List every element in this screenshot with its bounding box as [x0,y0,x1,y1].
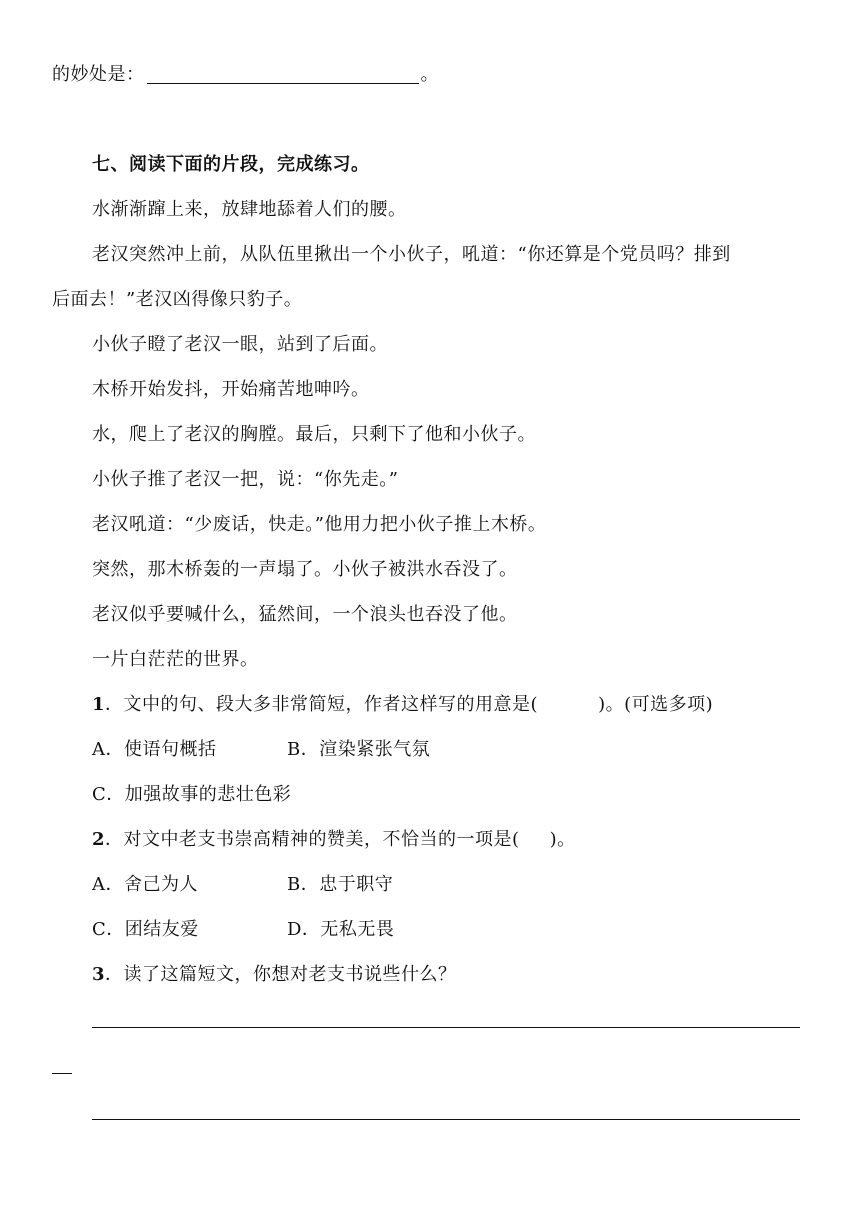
answer-blank[interactable] [147,65,419,84]
passage-paragraph-continuation: 后面去！”老汉凶得像只豹子。 [52,289,303,310]
question-number: 1 [92,694,106,715]
question-3 [92,963,457,987]
option-b[interactable]: B．忠于职守 [287,874,394,895]
passage-paragraph: 小伙子瞪了老汉一眼，站到了后面。 [92,334,388,355]
answer-writing-line[interactable] [92,1027,800,1028]
passage-paragraph: 水，爬上了老汉的胸膛。最后，只剩下了他和小伙子。 [92,424,536,445]
passage-paragraph: 老汉突然冲上前，从队伍里揪出一个小伙子，吼道：“你还算是个党员吗？排到 [92,244,731,265]
question-text-tail: )。(可选多项) [598,694,714,715]
passage-paragraph: 一片白茫茫的世界。 [92,649,259,670]
option-a[interactable]: A．舍己为人 [92,874,198,895]
question-number: 3 [92,964,106,985]
top-fragment-suffix: 。 [420,64,439,85]
answer-writing-line[interactable] [92,1119,800,1120]
question-2-options-row [92,873,393,897]
passage-paragraph: 突然，那木桥轰的一声塌了。小伙子被洪水吞没了。 [92,559,518,580]
question-2-options-row [92,918,394,942]
question-text-tail: )。 [549,829,576,850]
question-text: ．读了这篇短文，你想对老支书说些什么？ [105,964,457,985]
option-a[interactable]: A．使语句概括 [92,739,217,760]
question-text: ．对文中老支书崇高精神的赞美，不恰当的一项是( [105,829,520,850]
section-heading: 七、阅读下面的片段，完成练习。 [92,154,370,175]
question-1-options-row [92,783,291,807]
passage-paragraph: 老汉吼道：“少废话，快走。”他用力把小伙子推上木桥。 [92,514,547,535]
question-text: ．文中的句、段大多非常简短，作者这样写的用意是( [105,694,539,715]
question-2 [92,828,576,852]
option-c[interactable]: C．团结友爱 [92,919,199,940]
passage-paragraph: 小伙子推了老汉一把，说：“你先走。” [92,469,399,490]
option-c[interactable]: C．加强故事的悲壮色彩 [92,784,292,805]
question-number: 2 [92,829,106,850]
passage-paragraph: 木桥开始发抖，开始痛苦地呻吟。 [92,379,370,400]
passage-paragraph: 水渐渐蹿上来，放肆地舔着人们的腰。 [92,199,407,220]
answer-writing-line-overflow [52,1073,72,1074]
question-1-options-row [92,738,430,762]
top-fragment-line [52,63,439,87]
option-b[interactable]: B．渲染紧张气氛 [287,739,431,760]
option-d[interactable]: D．无私无畏 [287,919,395,940]
passage-paragraph: 老汉似乎要喊什么，猛然间，一个浪头也吞没了他。 [92,604,518,625]
top-fragment-prefix: 的妙处是： [52,64,145,85]
question-1 [92,693,713,717]
